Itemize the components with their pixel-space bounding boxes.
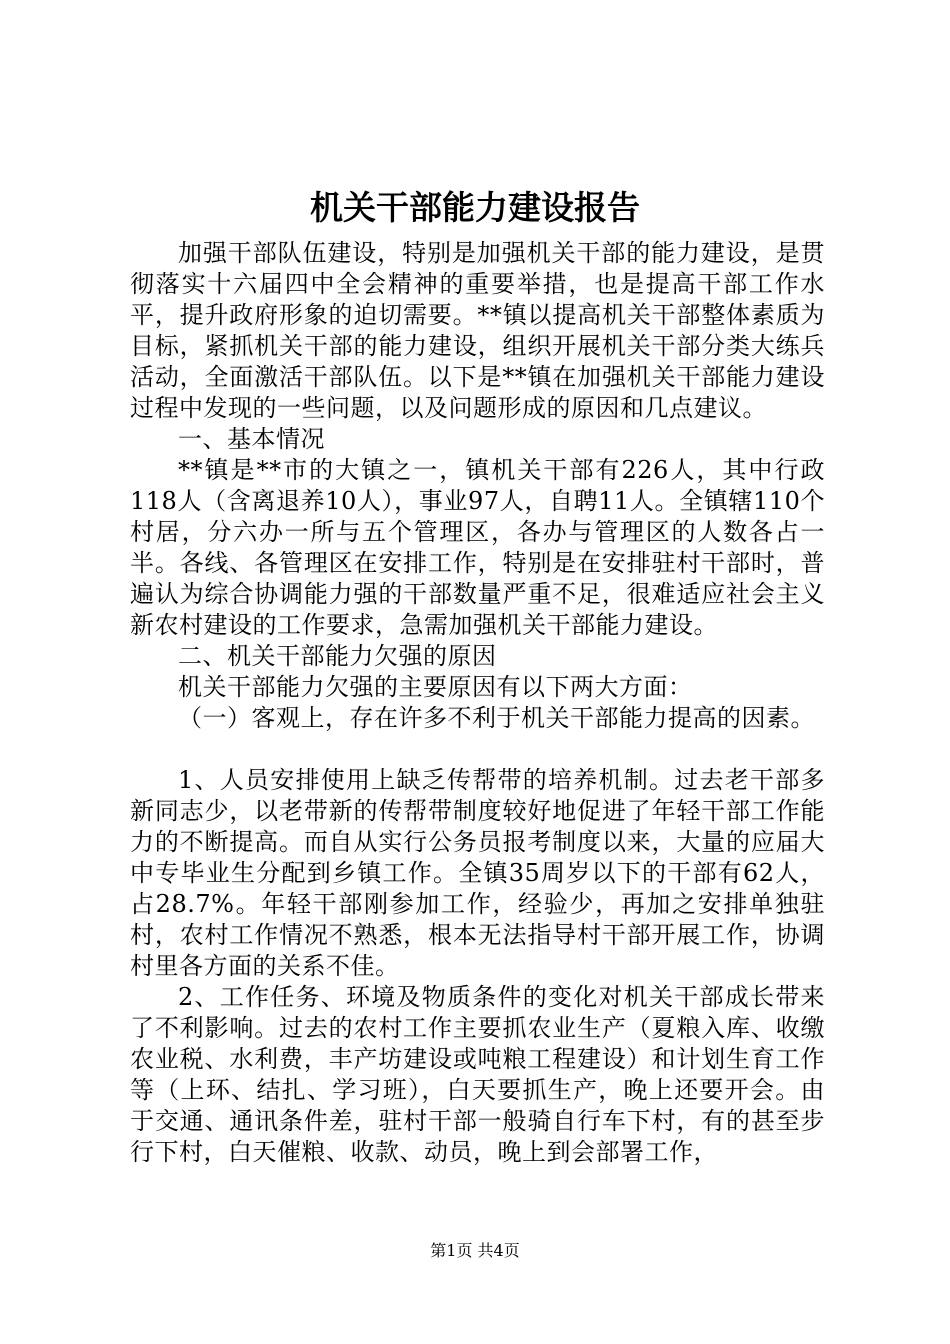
paragraph-intro: 加强干部队伍建设，特别是加强机关干部的能力建设，是贯彻落实十六届四中全会精神的重要举措，也是提高干部工作水平，提升政府形象的迫切需要。**镇以提高机关干部整体素质为目标，紧抓机关干部的能力建设，组织开展机关干部分类大练兵活动，全面激活干部队伍。以下是**镇在加强机关干部能力建设过程中发现的一些问题，以及问题形成的原因和几点建议。 bbox=[130, 239, 825, 422]
subheading-objective-factors: （一）客观上，存在许多不利于机关干部能力提高的因素。 bbox=[178, 704, 815, 732]
section-heading-basic-situation: 一、基本情况 bbox=[178, 425, 325, 453]
paragraph-causes-summary: 机关干部能力欠强的主要原因有以下两大方面： bbox=[178, 673, 693, 701]
page-footer: 第1页 共4页 bbox=[430, 1241, 520, 1260]
document-title: 机关干部能力建设报告 bbox=[310, 188, 640, 227]
paragraph-item-2: 2、工作任务、环境及物质条件的变化对机关干部成长带来了不利影响。过去的农村工作主要抓农业生产（夏粮入库、收缴农业税、水利费，丰产坊建设或吨粮工程建设）和计划生育工作等（上环、结扎、学习班），白天要抓生产，晚上还要开会。由于交通、通讯条件差，驻村干部一般骑自行车下村，有的甚至步行下村，白天催粮、收款、动员，晚上到会部署工作， bbox=[130, 983, 825, 1166]
paragraph-item-1: 1、人员安排使用上缺乏传帮带的培养机制。过去老干部多新同志少，以老带新的传帮带制度较好地促进了年轻干部工作能力的不断提高。而自从实行公务员报考制度以来，大量的应届大中专毕业生分配到乡镇工作。全镇35周岁以下的干部有62人，占28.7%。年轻干部刚参加工作，经验少，再加之安排单独驻村，农村工作情况不熟悉，根本无法指导村干部开展工作，协调村里各方面的关系不佳。 bbox=[130, 766, 825, 980]
document-body bbox=[130, 238, 825, 1168]
paragraph-basic-situation: **镇是**市的大镇之一，镇机关干部有226人，其中行政118人（含离退养10人），事业97人，自聘11人。全镇辖110个村居，分六办一所与五个管理区，各办与管理区的人数各占一半。各线、各管理区在安排工作，特别是在安排驻村干部时，普遍认为综合协调能力强的干部数量严重不足，很难适应社会主义新农村建设的工作要求，急需加强机关干部能力建设。 bbox=[130, 456, 825, 639]
section-heading-causes: 二、机关干部能力欠强的原因 bbox=[178, 642, 497, 670]
